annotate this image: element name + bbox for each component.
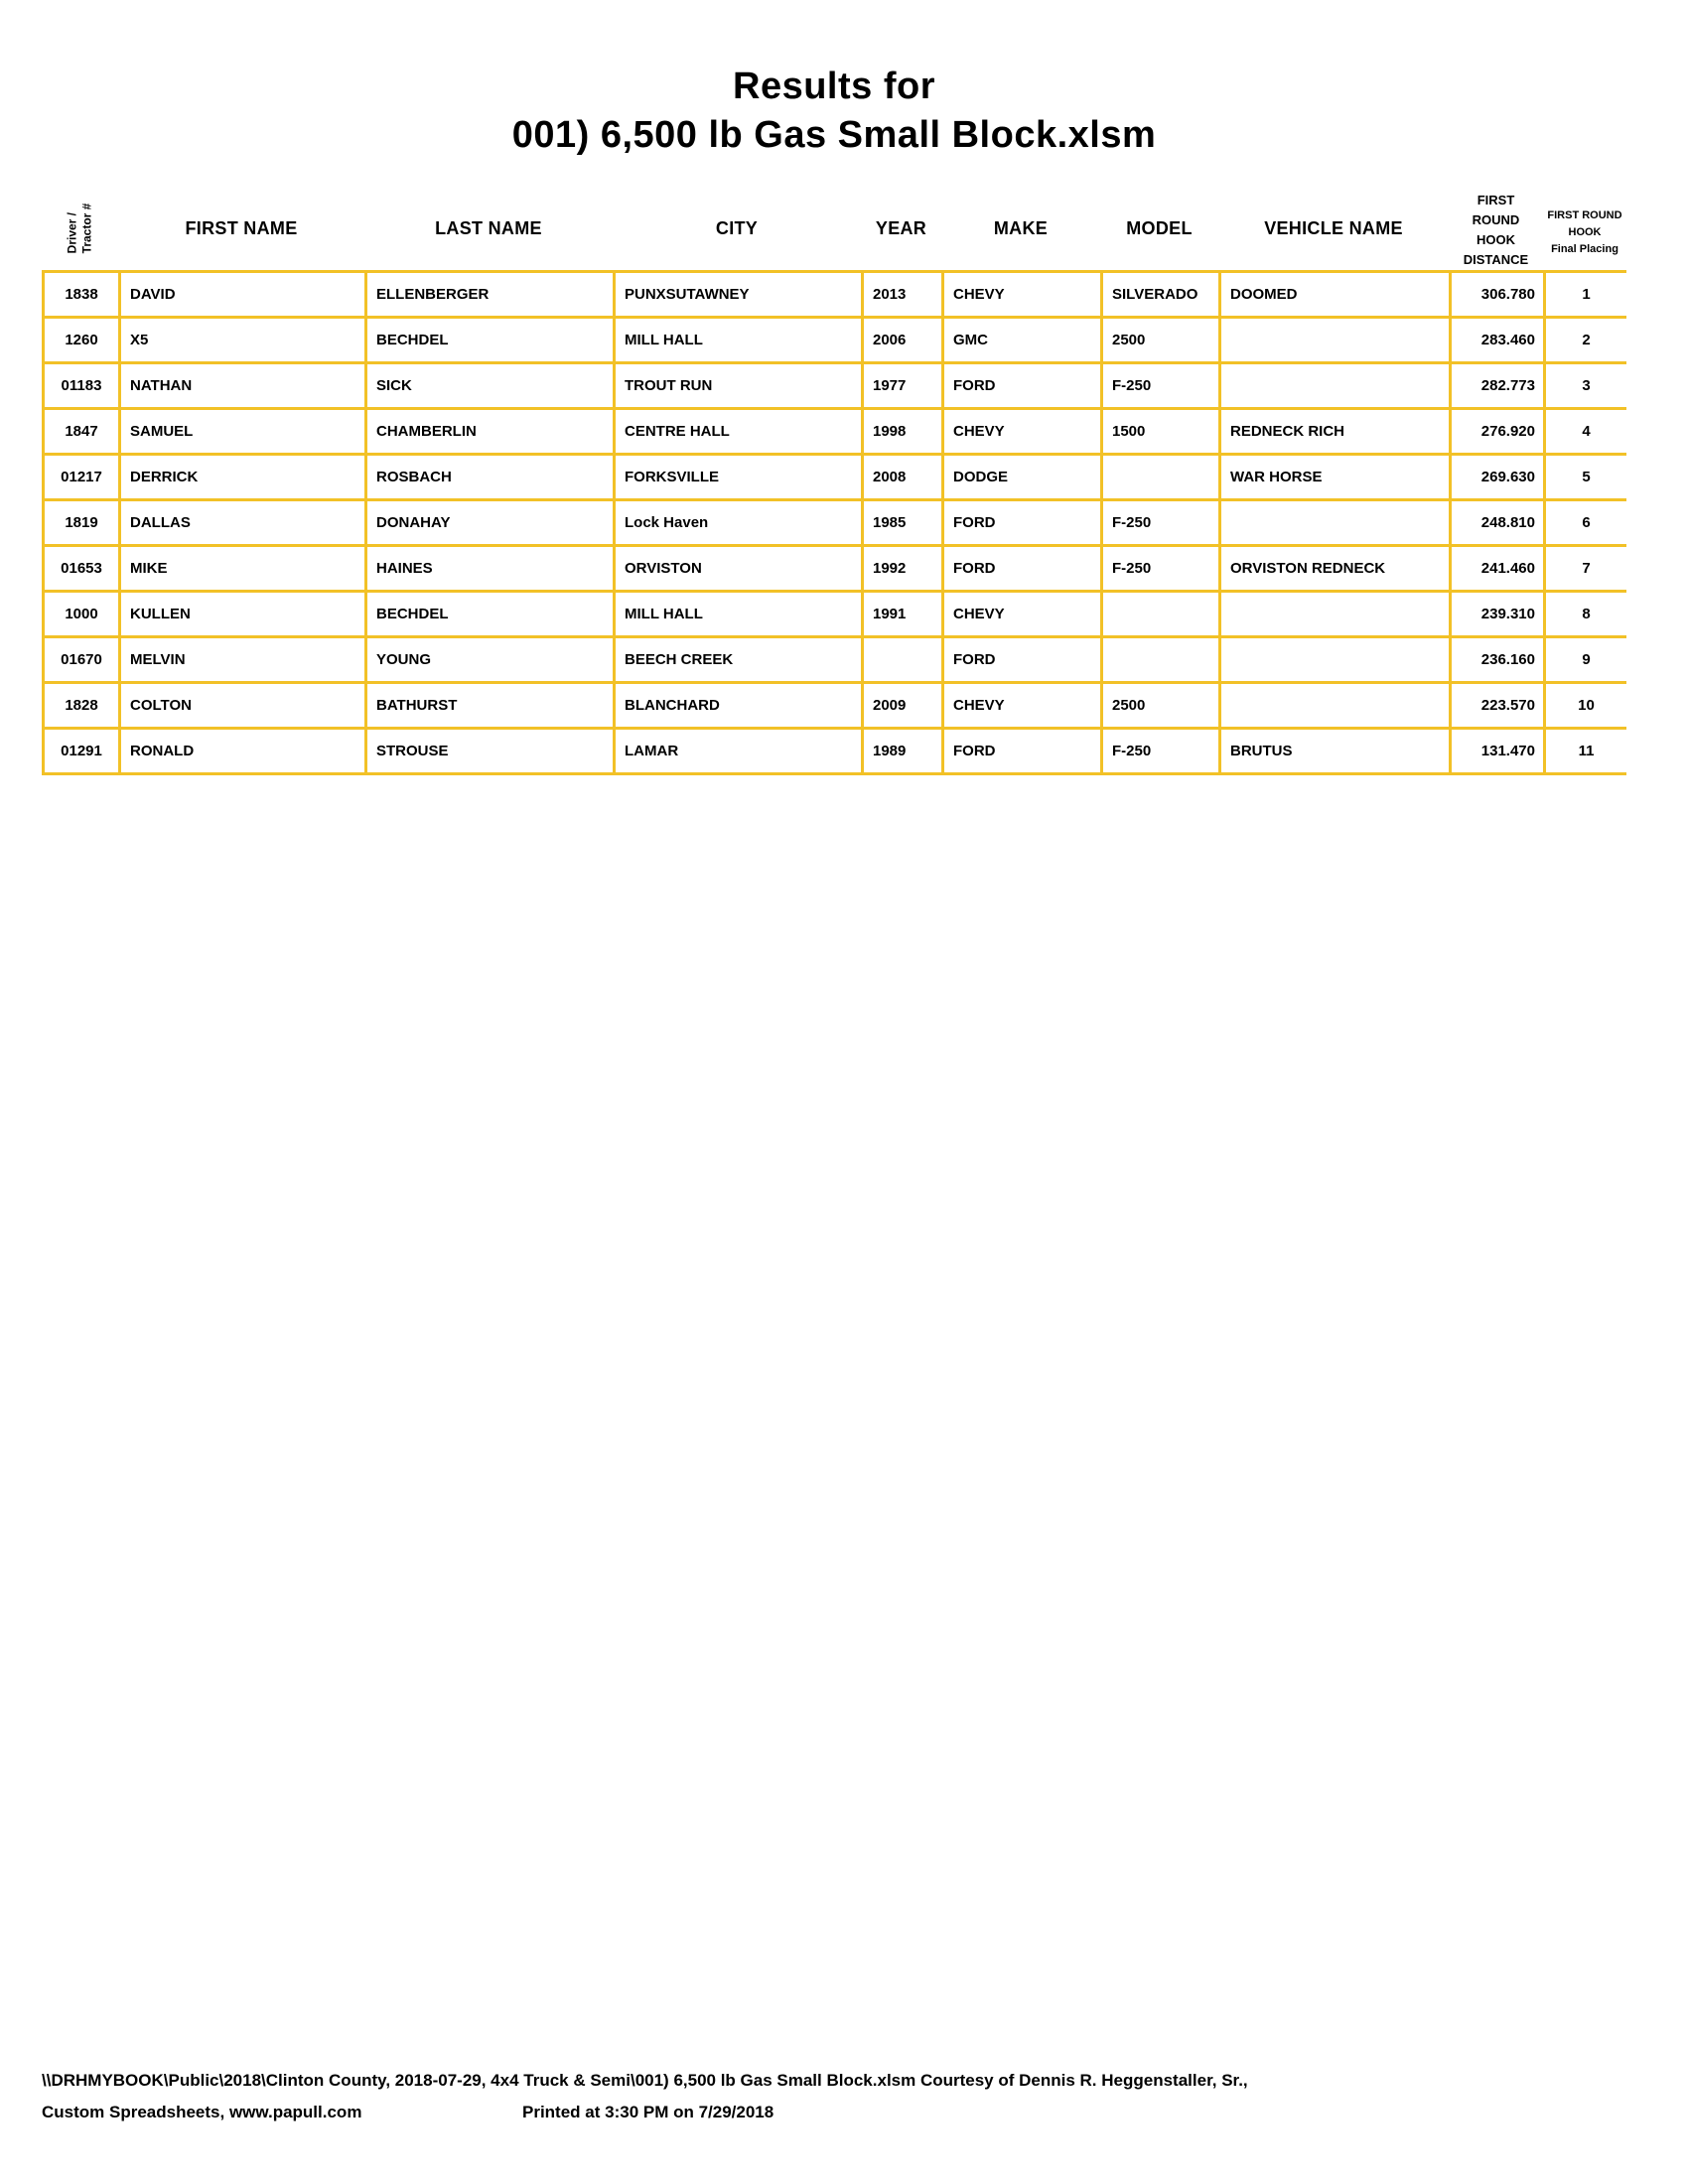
vehicle-name-cell: WAR HORSE	[1218, 456, 1449, 498]
model-cell: F-250	[1100, 547, 1218, 590]
make-cell: FORD	[941, 730, 1100, 772]
title-block	[42, 0, 1626, 159]
driver-number-cell: 01291	[42, 730, 118, 772]
vehicle-name-cell: DOOMED	[1218, 273, 1449, 316]
last-name-cell: BECHDEL	[364, 593, 613, 635]
final-placing-cell: 7	[1543, 547, 1626, 590]
table-row	[42, 273, 1626, 319]
last-name-cell: STROUSE	[364, 730, 613, 772]
hook-distance-cell: 276.920	[1449, 410, 1543, 453]
year-cell: 2008	[861, 456, 941, 498]
header-driver-line1: Driver /	[65, 211, 79, 254]
year-cell: 2013	[861, 273, 941, 316]
vehicle-name-cell	[1218, 364, 1449, 407]
first-name-cell: DALLAS	[118, 501, 364, 544]
hook-distance-cell: 241.460	[1449, 547, 1543, 590]
driver-number-cell: 1838	[42, 273, 118, 316]
last-name-cell: YOUNG	[364, 638, 613, 681]
driver-number-cell: 1000	[42, 593, 118, 635]
city-cell: TROUT RUN	[613, 364, 861, 407]
final-placing-cell: 10	[1543, 684, 1626, 727]
table-row	[42, 730, 1626, 775]
driver-number-cell: 1819	[42, 501, 118, 544]
header-distance-line3: HOOK	[1477, 232, 1515, 247]
make-cell: CHEVY	[941, 273, 1100, 316]
make-cell: CHEVY	[941, 593, 1100, 635]
header-placing-line1: FIRST ROUND	[1547, 209, 1622, 221]
make-cell: FORD	[941, 638, 1100, 681]
make-cell: CHEVY	[941, 410, 1100, 453]
city-cell: BEECH CREEK	[613, 638, 861, 681]
final-placing-cell: 8	[1543, 593, 1626, 635]
make-cell: GMC	[941, 319, 1100, 361]
last-name-cell: SICK	[364, 364, 613, 407]
page-subtitle-filename: 001) 6,500 lb Gas Small Block.xlsm	[511, 114, 1157, 156]
first-name-cell: COLTON	[118, 684, 364, 727]
table-row	[42, 410, 1626, 456]
year-cell: 1991	[861, 593, 941, 635]
header-distance-line2: ROUND	[1472, 212, 1520, 227]
header-first-name: FIRST NAME	[185, 217, 298, 238]
city-cell: MILL HALL	[613, 319, 861, 361]
first-name-cell: MIKE	[118, 547, 364, 590]
final-placing-cell: 11	[1543, 730, 1626, 772]
footer-file-path: \\DRHMYBOOK\Public\2018\Clinton County, 2018-07-29, 4x4 Truck & Semi\001) 6,500 lb Gas Small Block.xlsm Courtesy of Dennis R. Heggenstaller, Sr.,	[42, 2071, 1248, 2090]
header-model: MODEL	[1126, 217, 1193, 238]
last-name-cell: ROSBACH	[364, 456, 613, 498]
header-city: CITY	[715, 217, 759, 238]
first-name-cell: MELVIN	[118, 638, 364, 681]
final-placing-cell: 6	[1543, 501, 1626, 544]
final-placing-cell: 2	[1543, 319, 1626, 361]
year-cell: 1998	[861, 410, 941, 453]
year-cell: 2006	[861, 319, 941, 361]
final-placing-cell: 4	[1543, 410, 1626, 453]
first-name-cell: DERRICK	[118, 456, 364, 498]
model-cell: 2500	[1100, 319, 1218, 361]
driver-number-cell: 01217	[42, 456, 118, 498]
footer-credit: Custom Spreadsheets, www.papull.com	[42, 2103, 362, 2121]
last-name-cell: BECHDEL	[364, 319, 613, 361]
model-cell: F-250	[1100, 364, 1218, 407]
footer-printed-timestamp: Printed at 3:30 PM on 7/29/2018	[522, 2103, 774, 2121]
header-placing-line2: HOOK	[1568, 226, 1602, 238]
vehicle-name-cell	[1218, 684, 1449, 727]
city-cell: LAMAR	[613, 730, 861, 772]
table-row	[42, 501, 1626, 547]
vehicle-name-cell: ORVISTON REDNECK	[1218, 547, 1449, 590]
header-first-round-hook-final-placing	[1543, 187, 1626, 270]
last-name-cell: BATHURST	[364, 684, 613, 727]
footer	[42, 2065, 1670, 2128]
make-cell: CHEVY	[941, 684, 1100, 727]
header-year: YEAR	[875, 217, 927, 238]
model-cell: SILVERADO	[1100, 273, 1218, 316]
final-placing-cell: 3	[1543, 364, 1626, 407]
model-cell: 2500	[1100, 684, 1218, 727]
year-cell: 1985	[861, 501, 941, 544]
driver-number-cell: 1260	[42, 319, 118, 361]
city-cell: BLANCHARD	[613, 684, 861, 727]
year-cell: 1977	[861, 364, 941, 407]
header-vehicle-name: VEHICLE NAME	[1264, 217, 1403, 238]
year-cell	[861, 638, 941, 681]
first-name-cell: SAMUEL	[118, 410, 364, 453]
vehicle-name-cell: REDNECK RICH	[1218, 410, 1449, 453]
first-name-cell: DAVID	[118, 273, 364, 316]
make-cell: FORD	[941, 547, 1100, 590]
table-row	[42, 319, 1626, 364]
table-row	[42, 364, 1626, 410]
vehicle-name-cell	[1218, 593, 1449, 635]
header-driver-line2: Tractor #	[79, 203, 94, 254]
city-cell: ORVISTON	[613, 547, 861, 590]
hook-distance-cell: 239.310	[1449, 593, 1543, 635]
first-name-cell: RONALD	[118, 730, 364, 772]
vehicle-name-cell	[1218, 319, 1449, 361]
hook-distance-cell: 236.160	[1449, 638, 1543, 681]
results-table	[42, 187, 1626, 775]
driver-number-cell: 01183	[42, 364, 118, 407]
table-row	[42, 684, 1626, 730]
hook-distance-cell: 282.773	[1449, 364, 1543, 407]
table-row	[42, 547, 1626, 593]
last-name-cell: DONAHAY	[364, 501, 613, 544]
header-make: MAKE	[993, 217, 1049, 238]
final-placing-cell: 5	[1543, 456, 1626, 498]
last-name-cell: CHAMBERLIN	[364, 410, 613, 453]
year-cell: 1989	[861, 730, 941, 772]
city-cell: MILL HALL	[613, 593, 861, 635]
header-placing-line3: Final Placing	[1551, 243, 1618, 255]
model-cell: F-250	[1100, 501, 1218, 544]
driver-number-cell: 01653	[42, 547, 118, 590]
final-placing-cell: 1	[1543, 273, 1626, 316]
model-cell	[1100, 638, 1218, 681]
last-name-cell: ELLENBERGER	[364, 273, 613, 316]
year-cell: 1992	[861, 547, 941, 590]
table-header-row	[42, 187, 1626, 270]
table-body	[42, 270, 1626, 775]
table-row	[42, 638, 1626, 684]
header-driver-tractor-vertical-text	[65, 204, 94, 254]
header-distance-line4: DISTANCE	[1463, 252, 1529, 267]
footer-line2	[42, 2097, 1670, 2128]
city-cell: FORKSVILLE	[613, 456, 861, 498]
make-cell: FORD	[941, 501, 1100, 544]
make-cell: FORD	[941, 364, 1100, 407]
page-title: Results for	[733, 66, 935, 107]
hook-distance-cell: 269.630	[1449, 456, 1543, 498]
make-cell: DODGE	[941, 456, 1100, 498]
table-row	[42, 456, 1626, 501]
header-last-name: LAST NAME	[435, 217, 542, 238]
city-cell: Lock Haven	[613, 501, 861, 544]
driver-number-cell: 1828	[42, 684, 118, 727]
model-cell	[1100, 593, 1218, 635]
driver-number-cell: 1847	[42, 410, 118, 453]
hook-distance-cell: 306.780	[1449, 273, 1543, 316]
first-name-cell: KULLEN	[118, 593, 364, 635]
header-first-round-hook-distance	[1449, 187, 1543, 270]
model-cell: F-250	[1100, 730, 1218, 772]
vehicle-name-cell: BRUTUS	[1218, 730, 1449, 772]
hook-distance-cell: 131.470	[1449, 730, 1543, 772]
vehicle-name-cell	[1218, 638, 1449, 681]
model-cell: 1500	[1100, 410, 1218, 453]
last-name-cell: HAINES	[364, 547, 613, 590]
vehicle-name-cell	[1218, 501, 1449, 544]
hook-distance-cell: 248.810	[1449, 501, 1543, 544]
final-placing-cell: 9	[1543, 638, 1626, 681]
header-driver-tractor	[42, 187, 118, 270]
first-name-cell: NATHAN	[118, 364, 364, 407]
model-cell	[1100, 456, 1218, 498]
table-row	[42, 593, 1626, 638]
hook-distance-cell: 223.570	[1449, 684, 1543, 727]
first-name-cell: X5	[118, 319, 364, 361]
driver-number-cell: 01670	[42, 638, 118, 681]
year-cell: 2009	[861, 684, 941, 727]
header-distance-line1: FIRST	[1477, 193, 1515, 207]
city-cell: PUNXSUTAWNEY	[613, 273, 861, 316]
city-cell: CENTRE HALL	[613, 410, 861, 453]
hook-distance-cell: 283.460	[1449, 319, 1543, 361]
